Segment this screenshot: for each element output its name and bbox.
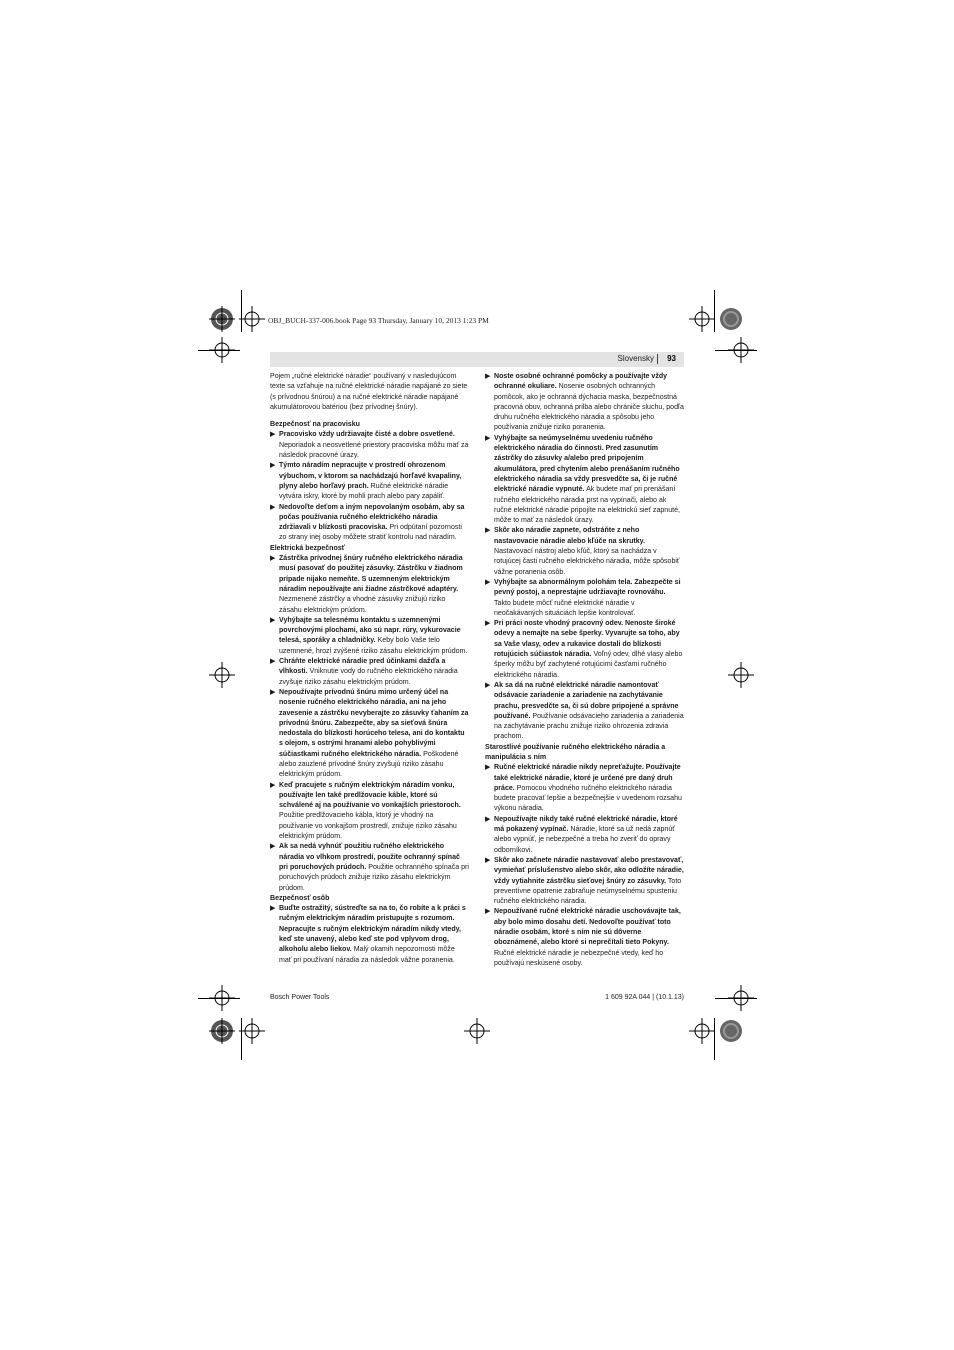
instruction-bold: Ručné elektrické náradie nikdy nepreťažujte. Používajte také elektrické náradie, ktoré je určené pre daný druh práce. [494,764,681,792]
instruction-bold: Nedovoľte deťom a iným nepovolaným osobám, aby sa počas používania ručného elektrického náradia zdržiavali v blízkosti pracoviska. [279,503,465,532]
section-heading: Bezpečnosť osôb [270,894,330,902]
safety-instruction [485,907,684,969]
bullet-triangle-icon: ▶ [485,434,491,442]
section [270,544,469,894]
footer-publisher: Bosch Power Tools [270,994,330,1001]
registration-target-icon [464,306,490,332]
bullet-triangle-icon: ▶ [270,462,276,470]
section [485,372,684,743]
safety-instruction [485,763,684,814]
instruction-text: Nastavovací nástroj alebo kľúč, ktorý sa nachádza v rotujúcej časti ručného elektrického náradia, môže spôsobiť vážne poranenia osôb. [494,548,680,576]
section-heading: Starostlivé používanie ručného elektrického náradia a manipulácia s ním [485,743,666,761]
registration-target-icon [209,985,235,1011]
instruction-bold: Vyhýbajte sa telesnému kontaktu s uzemnenými povrchovými plochami, ako sú napr. rúry, vykurovacie telesá, sporáky a chladničky. [279,616,461,645]
instruction-text: Používanie odsávacieho zariadenia a zariadenia na zachytávanie prachu znižuje riziko ohrozenia zdravia prachom. [494,712,684,741]
bullet-triangle-icon: ▶ [485,681,491,689]
instruction-bold: Buďte ostražitý, sústreďte sa na to, čo robíte a k práci s ručným elektrickým náradím pristupujte s rozumom. Nepracujte s ručným elektrickým náradím nikdy vtedy, keď ste unavený, alebo keď ste pod vplyvom drog, alkoholu alebo liekov. [279,905,466,954]
registration-target-icon [209,1018,235,1044]
safety-instruction [485,619,684,681]
instruction-bold: Nepoužívajte nikdy také ručné elektrické náradie, ktoré má pokazený vypínač. [494,815,678,834]
registration-target-icon [239,1018,265,1044]
section-heading: Bezpečnosť na pracovisku [270,421,360,429]
section-heading: Elektrická bezpečnosť [270,544,346,552]
instruction-text: Pomocou vhodného ručného elektrického náradia budete pracovať lepšie a bezpečnejšie v uvedenom rozsahu výkonu náradia. [494,784,682,813]
page-number: 93 [667,354,676,363]
instruction-text: Voľný odev, dlhé vlasy alebo šperky môžu byť zachytené rotujúcimi časťami ručného elektrického náradia. [494,651,683,679]
instruction-text: Takto budete môcť ručné elektrické náradie v neočakávaných situáciách lepšie kontrolovať. [494,599,636,617]
instruction-text: Neporiadok a neosvetlené priestory pracoviska môžu mať za následok pracovné úrazy. [279,441,469,460]
instruction-text: Náradie, ktoré sa už nedá zapnúť alebo vypnúť, je nebezpečné a treba ho zveriť do opravy odborníkovi. [494,826,675,854]
registration-target-icon [689,306,715,332]
bullet-triangle-icon: ▶ [270,431,276,439]
instruction-bold: Zástrčka prívodnej šnúry ručného elektrického náradia musí pasovať do použitej zásuvky. Zástrčku v žiadnom prípade nijako nemeňte. S uzemneným elektrickým náradím nepoužívajte ani žiadne zástrčkové adaptéry. [279,555,463,593]
registration-target-icon [728,337,754,363]
bullet-triangle-icon: ▶ [485,578,491,586]
safety-instruction [270,616,469,657]
instruction-text: Toto preventívne opatrenie zabraňuje neúmyselnému spusteniu ručného elektrického náradia. [494,877,682,906]
safety-instruction [270,781,469,843]
right-sections [485,372,684,969]
safety-instruction [270,688,469,781]
instruction-bold: Týmto náradím nepracujte v prostredí ohrozenom výbuchom, v ktorom sa nachádzajú horľavé kvapaliny, plyny alebo horľavý prach. [279,462,462,490]
registration-target-icon [689,1018,715,1044]
safety-instruction [270,430,469,461]
safety-instruction [270,503,469,544]
header-language: Slovensky [617,354,654,363]
bullet-triangle-icon: ▶ [270,843,276,851]
bullet-triangle-icon: ▶ [270,688,276,696]
instruction-bold: Nepoužívajte prívodnú šnúru mimo určený účel na nosenie ručného elektrického náradia, ani na jeho zavesenie a zástrčku nevyberajte zo zásuvky ťahaním za prívodnú šnúru. Zabezpečte, aby sa sieťová šnúra nedostala do blízkosti horúceho telesa, ani do kontaktu s olejom, s ostrými hranami alebo pohyblivými súčiastkami ručného elektrického náradia. [279,688,469,758]
instruction-bold: Nepoužívané ručné elektrické náradie uschovávajte tak, aby bolo mimo dosahu detí. Nedovoľte používať toto náradie osobám, ktoré s ním nie sú dôverne oboznámené, alebo ktoré si neprečítali tieto Pokyny. [494,908,681,947]
bullet-triangle-icon: ▶ [485,527,491,535]
print-slug: OBJ_BUCH-337-006.book Page 93 Thursday, January 10, 2013 1:23 PM [268,316,489,325]
registration-target-icon [728,662,754,688]
safety-instruction [485,434,684,527]
bullet-triangle-icon: ▶ [270,555,276,563]
safety-instruction [485,372,684,434]
instruction-bold: Ak sa nedá vyhnúť použitiu ručného elektrického náradia vo vlhkom prostredí, použite ochranný spínač pri poruchových prúdoch. [279,843,460,871]
safety-instruction [270,842,469,893]
registration-target-icon [209,337,235,363]
left-column [270,372,469,966]
instruction-bold: Pri práci noste vhodný pracovný odev. Nenoste široké odevy a nemajte na sebe šperky. Vyvarujte sa toho, aby sa Vaše vlasy, odev a rukavice dostali do blízkosti rotujúcich súčiastok náradia. [494,620,680,659]
bullet-triangle-icon: ▶ [270,616,276,624]
registration-target-icon [464,1018,490,1044]
bullet-triangle-icon: ▶ [485,815,491,823]
instruction-bold: Chráňte elektrické náradie pred účinkami dažďa a vlhkosti. [279,658,446,676]
bullet-triangle-icon: ▶ [270,905,276,913]
section [270,894,469,966]
instruction-bold: Vyhýbajte sa neúmyselnému uvedeniu ručného elektrického náradia do činnosti. Pred zasunutím zástrčky do zásuvky a/alebo pred pripojením akumulátora, pred chytením alebo prenášaním ručného elektrického náradia sa vždy presvedčte sa, či je ručné elektrické náradie vypnuté. [494,434,680,494]
left-sections [270,420,469,966]
instruction-text: Poškodené alebo zauzlené prívodné šnúry zvyšujú riziko zásahu elektrickým prúdom. [279,750,459,779]
instruction-bold: Vyhýbajte sa abnormálnym polohám tela. Zabezpečte si pevný postoj, a neprestajne udržiavajte rovnováhu. [494,578,681,597]
safety-instruction [485,578,684,619]
registration-target-icon [209,306,235,332]
instruction-text: Ak budete mať pri prenášaní ručného elektrického náradia prst na vypínači, alebo ak ručné elektrické náradie pripojíte na elektrickú sieť zapnuté, môže to mať za následok úrazy. [494,486,680,525]
bullet-triangle-icon: ▶ [485,373,491,380]
instruction-text: Vniknutie vody do ručného elektrického náradia zvyšuje riziko zásahu elektrickým prúdom. [279,668,458,686]
safety-instruction [270,554,469,616]
intro-paragraph: Pojem „ručné elektrické náradie“ používaný v nasledujúcom texte sa vzťahuje na ručné elektrické náradie napájané zo siete (s prívodnou šnúrou) a na ručné elektrické náradie napájané akumulátorovou batériou (bez prívodnej šnúry). [270,373,468,411]
bullet-triangle-icon: ▶ [485,620,491,628]
instruction-text: Keby bolo Vaše telo uzemnené, hrozí zvýšené riziko zásahu elektrickým prúdom. [279,637,468,655]
instruction-bold: Keď pracujete s ručným elektrickým náradím vonku, používajte len také predlžovacie káble, ktoré sú schválené aj na používanie vo vonkajších priestoroch. [279,781,461,810]
registration-target-icon [728,985,754,1011]
safety-instruction [485,526,684,577]
instruction-text: Ručné elektrické náradie je nebezpečné vtedy, keď ho používajú neskúsené osoby. [494,949,664,967]
safety-instruction [485,815,684,856]
instruction-text: Malý okamih nepozornosti môže mať pri používaní náradia za následok vážne poranenia. [279,946,455,964]
instruction-text: Pri odpútaní pozornosti zo strany inej osoby môžete stratiť kontrolu nad náradím. [279,524,462,542]
footer-code: 1 609 92A 044 | (10.1.13) [605,994,684,1001]
header-divider [657,354,658,364]
instruction-text: Použitie ochranného spínača pri poruchových prúdoch znižuje riziko zásahu elektrickým prúdom. [279,863,469,892]
bullet-triangle-icon: ▶ [270,503,276,511]
running-header [270,352,684,367]
instruction-bold: Skôr ako začnete náradie nastavovať alebo prestavovať, vymieňať príslušenstvo alebo skôr, ako odložíte náradie, vždy vytiahnite zástrčku sieťovej šnúry zo zásuvky. [494,856,684,885]
bullet-triangle-icon: ▶ [270,658,276,666]
instruction-bold: Noste osobné ochranné pomôcky a používajte vždy ochranné okuliare. [494,373,668,391]
safety-instruction [270,657,469,688]
instruction-text: Nosenie osobných ochranných pomôcok, ako je ochranná dýchacia maska, bezpečnostná pracovná obuv, ochranná prilba alebo chrániče sluchu, podľa druhu ručného elektrického náradia a spôsobu jeho používania znižuje riziko poranenia. [494,383,684,432]
instruction-text: Nezmenené zástrčky a vhodné zásuvky znižujú riziko zásahu elektrickým prúdom. [279,596,446,614]
bullet-triangle-icon: ▶ [485,764,491,772]
registration-target-icon [718,306,744,332]
bullet-triangle-icon: ▶ [270,781,276,789]
instruction-bold: Skôr ako náradie zapnete, odstráňte z neho nastavovacie náradie alebo kľúče na skrutky. [494,527,646,545]
registration-target-icon [718,1018,744,1044]
instruction-bold: Ak sa dá na ručné elektrické náradie namontovať odsávacie zariadenie a zariadenie na zachytávanie prachu, presvedčte sa, či sú dobre pripojené a správne používané. [494,681,679,720]
instruction-text: Ručné elektrické náradie vytvára iskry, ktoré by mohli prach alebo pary zapáliť. [279,482,449,501]
section [270,420,469,544]
safety-instruction [270,904,469,966]
safety-instruction [270,461,469,502]
safety-instruction [485,856,684,907]
safety-instruction [485,681,684,743]
bullet-triangle-icon: ▶ [485,856,491,864]
instruction-text: Použitie predlžovacieho kábla, ktorý je vhodný na používanie vo vonkajšom prostredí, znižuje riziko zásahu elektrickým prúdom. [279,812,457,841]
registration-target-icon [239,306,265,332]
instruction-bold: Pracovisko vždy udržiavajte čisté a dobre osvetlené. [279,431,455,439]
right-column [485,372,684,969]
section [485,743,684,970]
bullet-triangle-icon: ▶ [485,908,491,916]
registration-target-icon [209,662,235,688]
